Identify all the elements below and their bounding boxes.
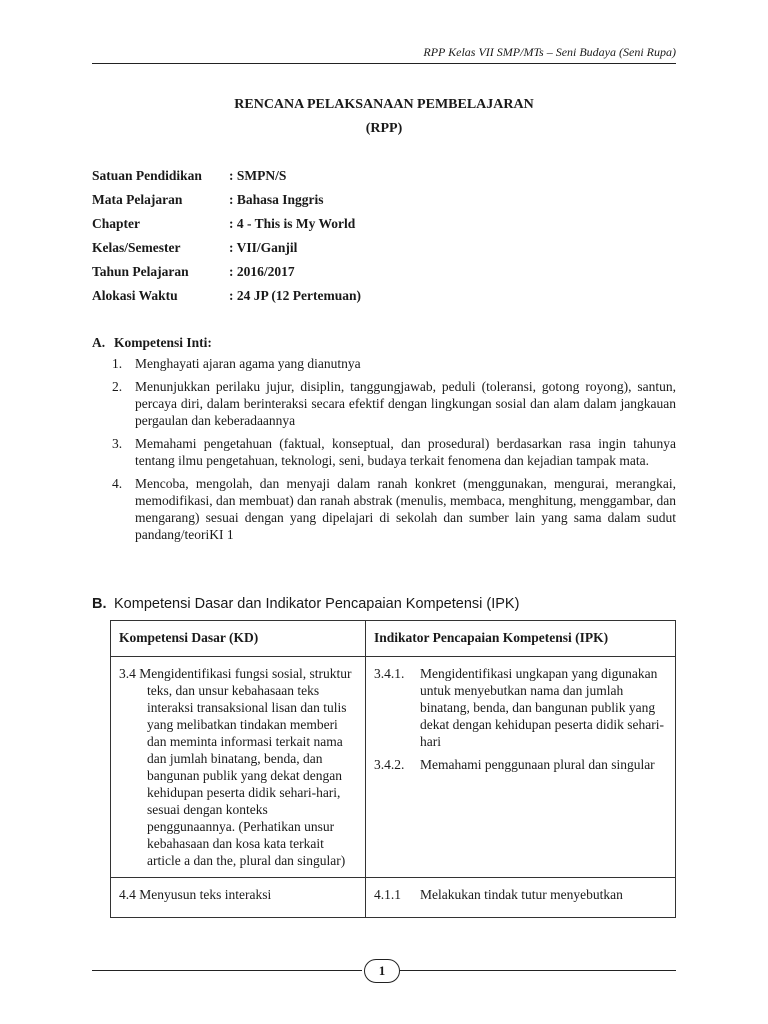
ipk-item: [374, 886, 667, 903]
table-header-row: [111, 621, 676, 657]
meta-row: [92, 287, 676, 311]
kd-cell: [111, 878, 366, 918]
meta-label: Kelas/Semester: [92, 240, 181, 255]
ipk-cell: [366, 657, 676, 878]
item-number: 4.: [112, 476, 123, 491]
ipk-item: [374, 756, 667, 773]
list-item: [92, 378, 676, 429]
table-row: [111, 878, 676, 918]
meta-row: [92, 215, 676, 239]
meta-value: : Bahasa Inggris: [229, 192, 324, 207]
item-text: Mencoba, mengolah, dan menyaji dalam ranah konkret (menggunakan, mengurai, merangkai, memodifikasi, dan membuat) dan ranah abstrak (menulis, membaca, menghitung, menggambar, dan mengarang) sesuai dengan yang dipelajari di sekolah dan sumber lain yang sama dalam sudut pandang/teoriKI 1: [135, 476, 676, 542]
meta-label: Tahun Pelajaran: [92, 264, 189, 279]
meta-value: : VII/Ganjil: [229, 240, 298, 255]
ipk-cell: [366, 878, 676, 918]
ipk-item: [374, 665, 667, 750]
section-title: Kompetensi Dasar dan Indikator Pencapaian Kompetensi (IPK): [114, 596, 520, 612]
list-item: [92, 435, 676, 469]
footer-rule-right: [400, 970, 676, 971]
meta-value: : 2016/2017: [229, 264, 295, 279]
section-letter: A.: [92, 335, 106, 350]
ipk-text: Mengidentifikasi ungkapan yang digunakan untuk menyebutkan nama dan jumlah binatang, benda, dan bangunan publik yang dekat dengan kehidupan peserta didik sehari-hari: [420, 666, 665, 749]
item-number: 2.: [112, 379, 123, 394]
footer-rule-left: [92, 970, 362, 971]
document-title: RENCANA PELAKSANAAN PEMBELAJARAN: [234, 97, 534, 112]
item-text: Menghayati ajaran agama yang dianutnya: [135, 356, 361, 371]
running-header: RPP Kelas VII SMP/MTs – Seni Budaya (Seni Rupa): [92, 44, 676, 64]
ipk-code: 3.4.1.: [374, 666, 405, 681]
meta-label: Mata Pelajaran: [92, 192, 183, 207]
ki-list: [92, 355, 676, 543]
item-number: 3.: [112, 436, 123, 451]
meta-label: Satuan Pendidikan: [92, 168, 202, 183]
meta-row: [92, 263, 676, 287]
column-header-ipk: Indikator Pencapaian Kompetensi (IPK): [366, 621, 676, 657]
item-number: 1.: [112, 356, 123, 371]
kd-text: 4.4 Menyusun teks interaksi: [119, 887, 272, 902]
ipk-code: 3.4.2.: [374, 757, 405, 772]
ipk-text: Memahami penggunaan plural dan singular: [420, 757, 655, 772]
identity-block: [92, 167, 676, 311]
document-subtitle: (RPP): [365, 121, 403, 136]
kd-ipk-table: [110, 620, 676, 918]
section-a-heading: [92, 334, 676, 351]
meta-label: Alokasi Waktu: [92, 288, 178, 303]
item-text: Menunjukkan perilaku jujur, disiplin, tanggungjawab, peduli (toleransi, gotong royong), santun, percaya diri, dalam berinteraksi secara efektif dengan lingkungan sosial dan alam dalam jangkauan pergaulan dan keberadaannya: [135, 379, 676, 428]
meta-row: [92, 239, 676, 263]
meta-label: Chapter: [92, 216, 140, 231]
kd-cell: [111, 657, 366, 878]
meta-value: : 24 JP (12 Pertemuan): [229, 288, 361, 303]
item-text: Memahami pengetahuan (faktual, konseptual, dan prosedural) berdasarkan rasa ingin tahunya tentang ilmu pengetahuan, teknologi, seni, budaya terkait fenomena dan kejadian tampak mata.: [135, 436, 676, 468]
section-letter: B.: [92, 596, 107, 612]
section-title: Kompetensi Inti:: [114, 335, 212, 350]
section-b-heading: [92, 596, 676, 613]
ipk-text: Melakukan tindak tutur menyebutkan: [420, 887, 623, 902]
page-number: 1: [364, 959, 400, 983]
section-kompetensi-inti: [92, 334, 676, 549]
meta-row: [92, 191, 676, 215]
meta-row: [92, 167, 676, 191]
meta-value: : SMPN/S: [229, 168, 287, 183]
list-item: [92, 475, 676, 543]
ipk-code: 4.1.1: [374, 887, 401, 902]
table-row: [111, 657, 676, 878]
column-header-kd: Kompetensi Dasar (KD): [111, 621, 366, 657]
meta-value: : 4 - This is My World: [229, 216, 356, 231]
list-item: [92, 355, 676, 372]
kd-text: 3.4 Mengidentifikasi fungsi sosial, struktur teks, dan unsur kebahasaan teks interaksi transaksional lisan dan tulis yang melibatkan tindakan memberi dan meminta informasi terkait nama dan jumlah binatang, benda, dan bangunan publik yang dekat dengan kehidupan peserta didik sehari-hari, sesuai dengan konteks penggunaannya. (Perhatikan unsur kebahasaan dan kosa kata terkait article a dan the, plural dan singular): [119, 666, 352, 868]
